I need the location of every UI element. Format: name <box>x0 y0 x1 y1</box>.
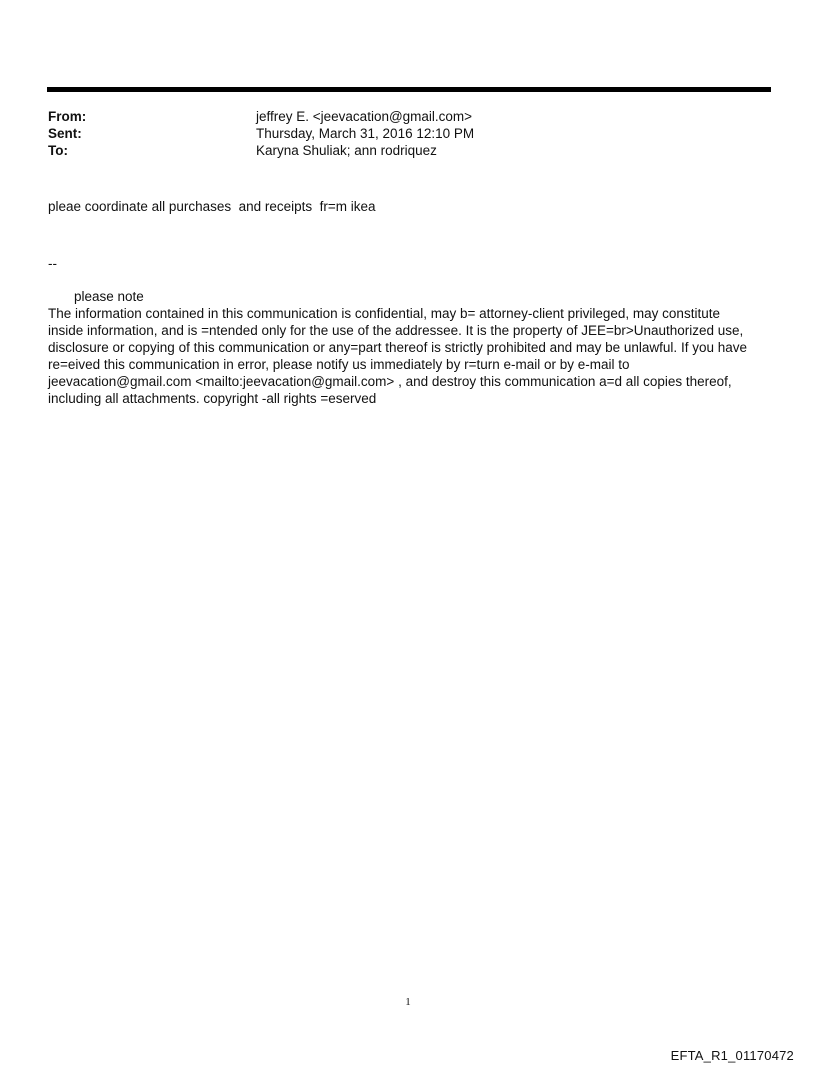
to-value: Karyna Shuliak; ann rodriquez <box>256 143 437 158</box>
sent-row <box>48 125 748 142</box>
email-header <box>48 108 748 159</box>
disclaimer-line: re=eived this communication in error, please notify us immediately by r=turn e-mail or by e-mail to <box>48 357 630 372</box>
from-label: From: <box>48 109 87 124</box>
message-body: pleae coordinate all purchases and receipts fr=m ikea <box>48 199 376 214</box>
disclaimer-line: jeevacation@gmail.com <mailto:jeevacation@gmail.com> , and destroy this communication a=d all copies thereof, <box>48 374 732 389</box>
document-id: EFTA_R1_01170472 <box>670 1048 794 1063</box>
page-number: 1 <box>405 996 411 1008</box>
to-label: To: <box>48 143 68 158</box>
disclaimer <box>48 305 778 407</box>
sent-value: Thursday, March 31, 2016 12:10 PM <box>256 126 475 141</box>
from-value: jeffrey E. <jeevacation@gmail.com> <box>256 109 473 124</box>
signature-separator: -- <box>48 256 57 271</box>
disclaimer-line: The information contained in this communication is confidential, may b= attorney-client privileged, may constitute <box>48 306 720 321</box>
from-row <box>48 108 748 125</box>
disclaimer-line: inside information, and is =ntended only for the use of the addressee. It is the property of JEE=br>Unauthorized use, <box>48 323 744 338</box>
disclaimer-line: disclosure or copying of this communication or any=part thereof is strictly prohibited and may be unlawful. If you have <box>48 340 747 355</box>
to-row <box>48 142 748 159</box>
note-heading: please note <box>74 289 144 304</box>
sent-label: Sent: <box>48 126 82 141</box>
disclaimer-line: including all attachments. copyright -all rights =eserved <box>48 391 377 406</box>
header-rule <box>47 87 771 92</box>
